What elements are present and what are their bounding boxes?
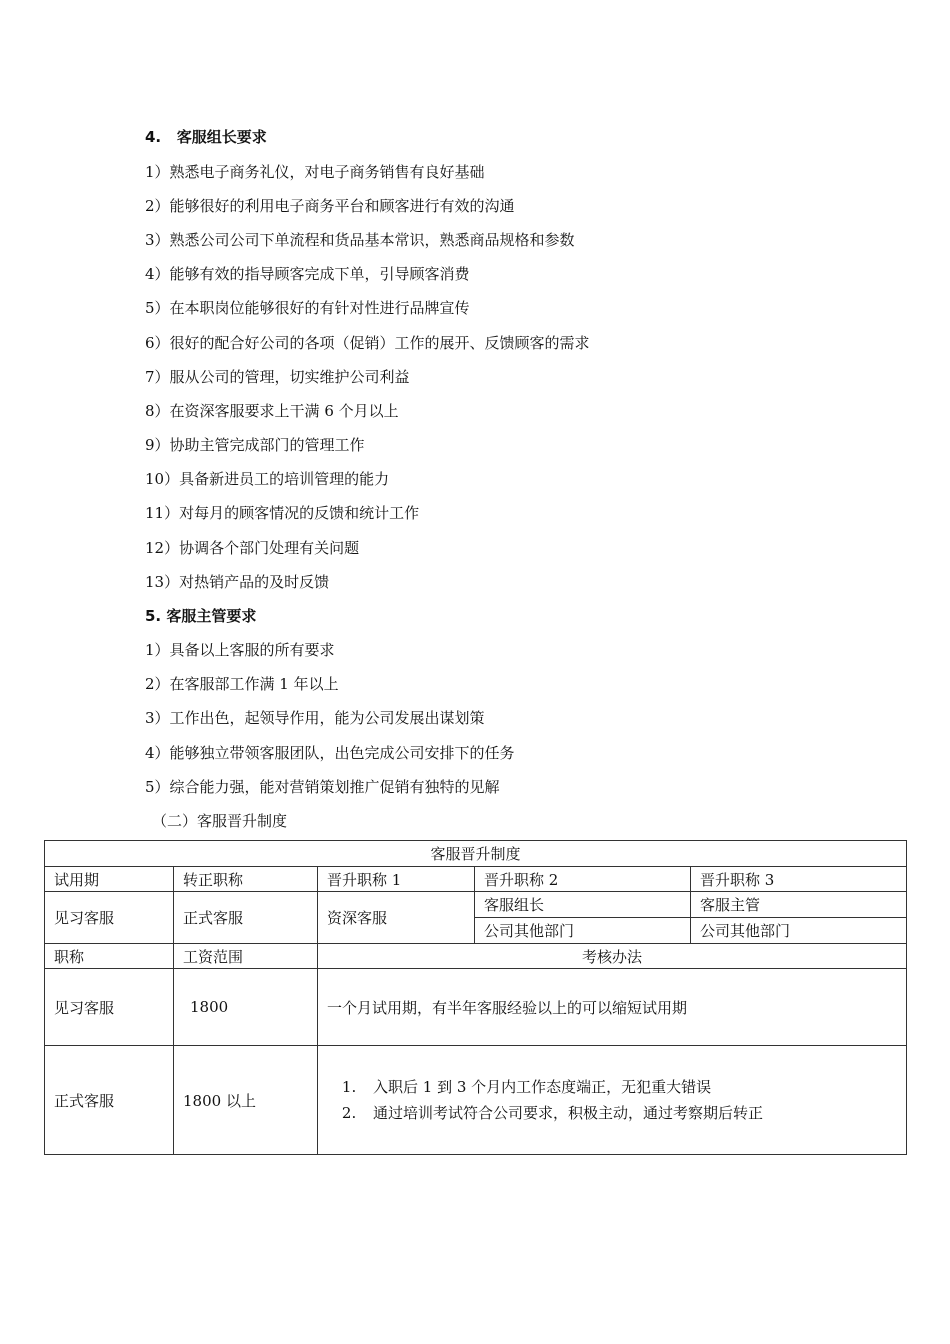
list-item: 2. 通过培训考试符合公司要求，积极主动，通过考察期后转正	[361, 1100, 906, 1126]
subsection-title: （二）客服晋升制度	[152, 812, 288, 830]
promotion-table	[44, 840, 907, 1155]
table-cell: 一个月试用期，有半年客服经验以上的可以缩短试用期	[318, 969, 907, 1046]
list-item: 10）具备新进员工的培训管理的能力	[145, 470, 390, 488]
table-row	[45, 944, 907, 969]
list-item: 5）综合能力强，能对营销策划推广促销有独特的见解	[145, 778, 500, 796]
table-cell: 见习客服	[45, 969, 174, 1046]
list-item: 3）工作出色，起领导作用，能为公司发展出谋划策	[145, 709, 485, 727]
table-row	[45, 1046, 907, 1155]
table-header-cell: 晋升职称 1	[318, 867, 475, 892]
list-item: 9）协助主管完成部门的管理工作	[145, 436, 365, 454]
table-cell: 客服组长	[475, 892, 691, 918]
list-item: 1）具备以上客服的所有要求	[145, 641, 335, 659]
table-header-cell: 试用期	[45, 867, 174, 892]
table-header-cell: 晋升职称 3	[691, 867, 907, 892]
list-item: 4）能够独立带领客服团队，出色完成公司安排下的任务	[145, 744, 515, 762]
section5-heading: 5. 客服主管要求	[145, 607, 257, 625]
table-cell: 正式客服	[45, 1046, 174, 1155]
table-row	[45, 867, 907, 892]
table-cell: 客服主管	[691, 892, 907, 918]
table-row	[45, 841, 907, 867]
table-cell	[318, 1046, 907, 1155]
table-cell: 公司其他部门	[475, 918, 691, 944]
table-header-cell: 晋升职称 2	[475, 867, 691, 892]
list-item: 13）对热销产品的及时反馈	[145, 573, 330, 591]
table-cell: 1800 以上	[174, 1046, 318, 1155]
table-cell: 正式客服	[174, 892, 318, 944]
list-item: 7）服从公司的管理，切实维护公司利益	[145, 368, 410, 386]
list-item: 12）协调各个部门处理有关问题	[145, 539, 360, 557]
table-cell: 资深客服	[318, 892, 475, 944]
list-item: 6）很好的配合好公司的各项（促销）工作的展开、反馈顾客的需求	[145, 334, 590, 352]
table-header-cell: 职称	[45, 944, 174, 969]
list-item: 8）在资深客服要求上干满 6 个月以上	[145, 402, 399, 420]
table-cell: 见习客服	[45, 892, 174, 944]
list-item: 3）熟悉公司公司下单流程和货品基本常识，熟悉商品规格和参数	[145, 231, 575, 249]
list-item: 1. 入职后 1 到 3 个月内工作态度端正，无犯重大错误	[361, 1074, 906, 1100]
assessment-list	[327, 1074, 906, 1126]
table-header-cell: 考核办法	[318, 944, 907, 969]
list-item: 5）在本职岗位能够很好的有针对性进行品牌宣传	[145, 299, 470, 317]
table-title: 客服晋升制度	[45, 841, 907, 867]
table-cell: 公司其他部门	[691, 918, 907, 944]
table-header-cell: 转正职称	[174, 867, 318, 892]
list-item: 4）能够有效的指导顾客完成下单，引导顾客消费	[145, 265, 470, 283]
table-row	[45, 969, 907, 1046]
table-row	[45, 892, 907, 918]
table-cell: 1800	[174, 969, 318, 1046]
list-item: 11）对每月的顾客情况的反馈和统计工作	[145, 504, 420, 522]
section4-heading: 4. 客服组长要求	[145, 128, 267, 146]
table-header-cell: 工资范围	[174, 944, 318, 969]
list-item: 2）在客服部工作满 1 年以上	[145, 675, 339, 693]
list-item: 2）能够很好的利用电子商务平台和顾客进行有效的沟通	[145, 197, 515, 215]
list-item: 1）熟悉电子商务礼仪，对电子商务销售有良好基础	[145, 163, 485, 181]
